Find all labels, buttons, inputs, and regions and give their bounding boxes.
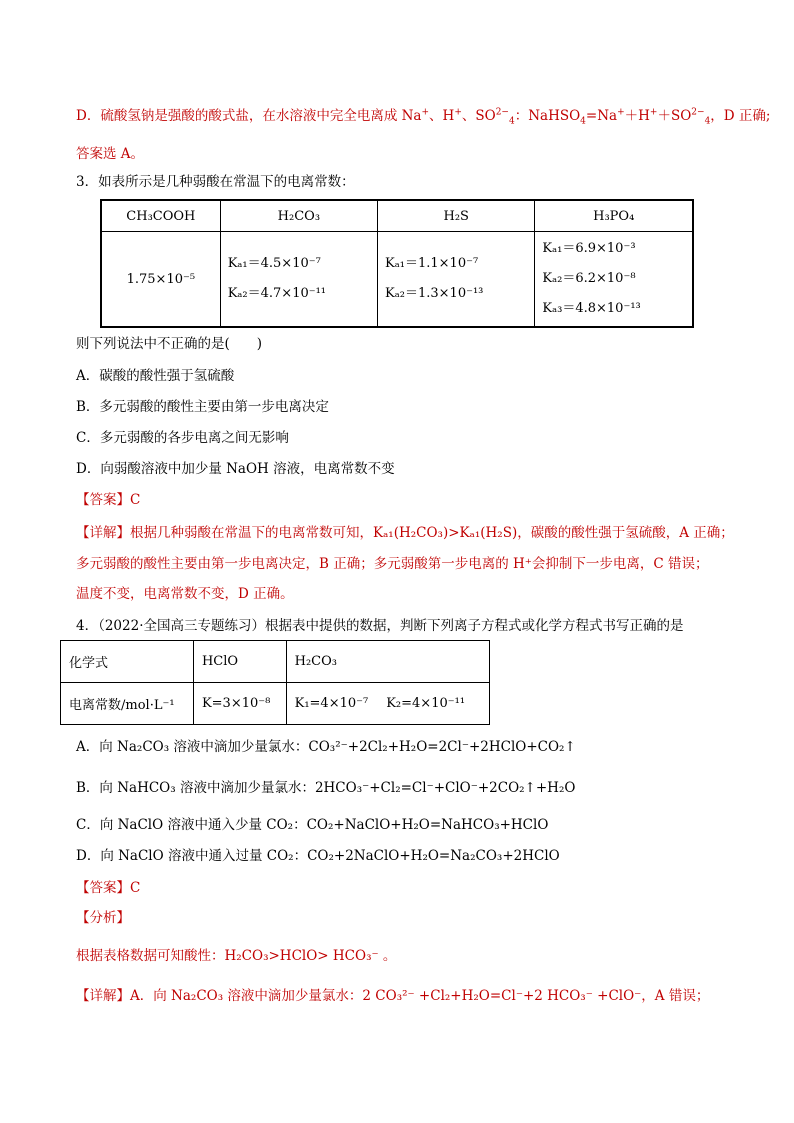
cell-hclo: HClO [193,641,286,683]
q3-detail-line-1: 【详解】根据几种弱酸在常温下的电离常数可知，Kₐ₁(H₂CO₃)>Kₐ₁(H₂S)，碳酸的酸性强于氢硫酸，A 正确； [76,525,734,541]
answer-choose-a: 答案选 A。 [76,146,145,162]
header-h2s: H₂S [378,200,535,232]
q3-answer: 【答案】C [76,492,141,508]
header-h3po4: H₃PO₄ [535,200,693,232]
cell-h2s-k: Kₐ₁＝1.1×10⁻⁷ Kₐ₂＝1.3×10⁻¹³ [378,232,535,328]
cell-h3po4-k: Kₐ₁＝6.9×10⁻³ Kₐ₂＝6.2×10⁻⁸ Kₐ₃＝4.8×10⁻¹³ [535,232,693,328]
header-ch3cooh: CH₃COOH [101,200,220,232]
acid-constants-table [100,199,694,328]
q3-option-c: C．多元弱酸的各步电离之间无影响 [76,430,289,446]
cell-hclo-k: K=3×10⁻⁸ [193,683,286,725]
question-3-prompt: 则下列说法中不正确的是( ) [76,336,263,352]
cell-h2co3-k1-k2: K₁=4×10⁻⁷ K₂=4×10⁻¹¹ [286,683,489,725]
q3-option-b: B．多元弱酸的酸性主要由第一步电离决定 [76,399,329,415]
q4-option-d: D．向 NaClO 溶液中通入过量 CO₂：CO₂+2NaClO+H₂O=Na₂CO₃+2HClO [76,848,560,864]
question-4-stem: 4．（2022·全国高三专题练习）根据表中提供的数据，判断下列离子方程式或化学方程式书写正确的是 [76,618,684,634]
q4-option-b: B．向 NaHCO₃ 溶液中滴加少量氯水：2HCO₃⁻+Cl₂=Cl⁻+ClO⁻+2CO₂↑+H₂O [76,780,576,796]
cell-h2co3: H₂CO₃ [286,641,489,683]
q4-option-a: A．向 Na₂CO₃ 溶液中滴加少量氯水：CO₃²⁻+2Cl₂+H₂O=2Cl⁻+2HClO+CO₂↑ [76,739,576,755]
cell-ch3cooh-k: 1.75×10⁻⁵ [101,232,220,328]
q3-detail-line-3: 温度不变，电离常数不变，D 正确。 [76,586,294,602]
cell-formula-label: 化学式 [61,641,194,683]
q4-detail: 【详解】A．向 Na₂CO₃ 溶液中滴加少量氯水：2 CO₃²⁻ +Cl₂+H₂O=Cl⁻+2 HCO₃⁻ +ClO⁻，A 错误； [76,988,710,1004]
question-3-stem: 3．如表所示是几种弱酸在常温下的电离常数： [76,174,355,190]
q3-detail-line-2: 多元弱酸的酸性主要由第一步电离决定，B 正确；多元弱酸第一步电离的 H⁺会抑制下一步电离，C 错误； [76,556,709,572]
q4-analysis-label: 【分析】 [76,910,130,926]
q4-answer: 【答案】C [76,880,141,896]
cell-h2co3-k: Kₐ₁＝4.5×10⁻⁷ Kₐ₂＝4.7×10⁻¹¹ [220,232,377,328]
q3-option-a: A．碳酸的酸性强于氢硫酸 [76,368,235,384]
q4-option-c: C．向 NaClO 溶液中通入少量 CO₂：CO₂+NaClO+H₂O=NaHCO₃+HClO [76,817,549,833]
q4-analysis: 根据表格数据可知酸性：H₂CO₃>HClO> HCO₃⁻ 。 [76,948,397,964]
cell-constant-label: 电离常数/mol·L⁻¹ [61,683,194,725]
q3-option-d: D．向弱酸溶液中加少量 NaOH 溶液，电离常数不变 [76,461,395,477]
ionization-table [60,640,490,725]
header-h2co3: H₂CO₃ [220,200,377,232]
option-d-explanation: D．硫酸氢钠是强酸的酸式盐，在水溶液中完全电离成 Na+、H+、$SO^{2-}_4$：$NaHSO_4=Na^++H^++SO^{2-}_4$，D 正确; [76,107,771,127]
